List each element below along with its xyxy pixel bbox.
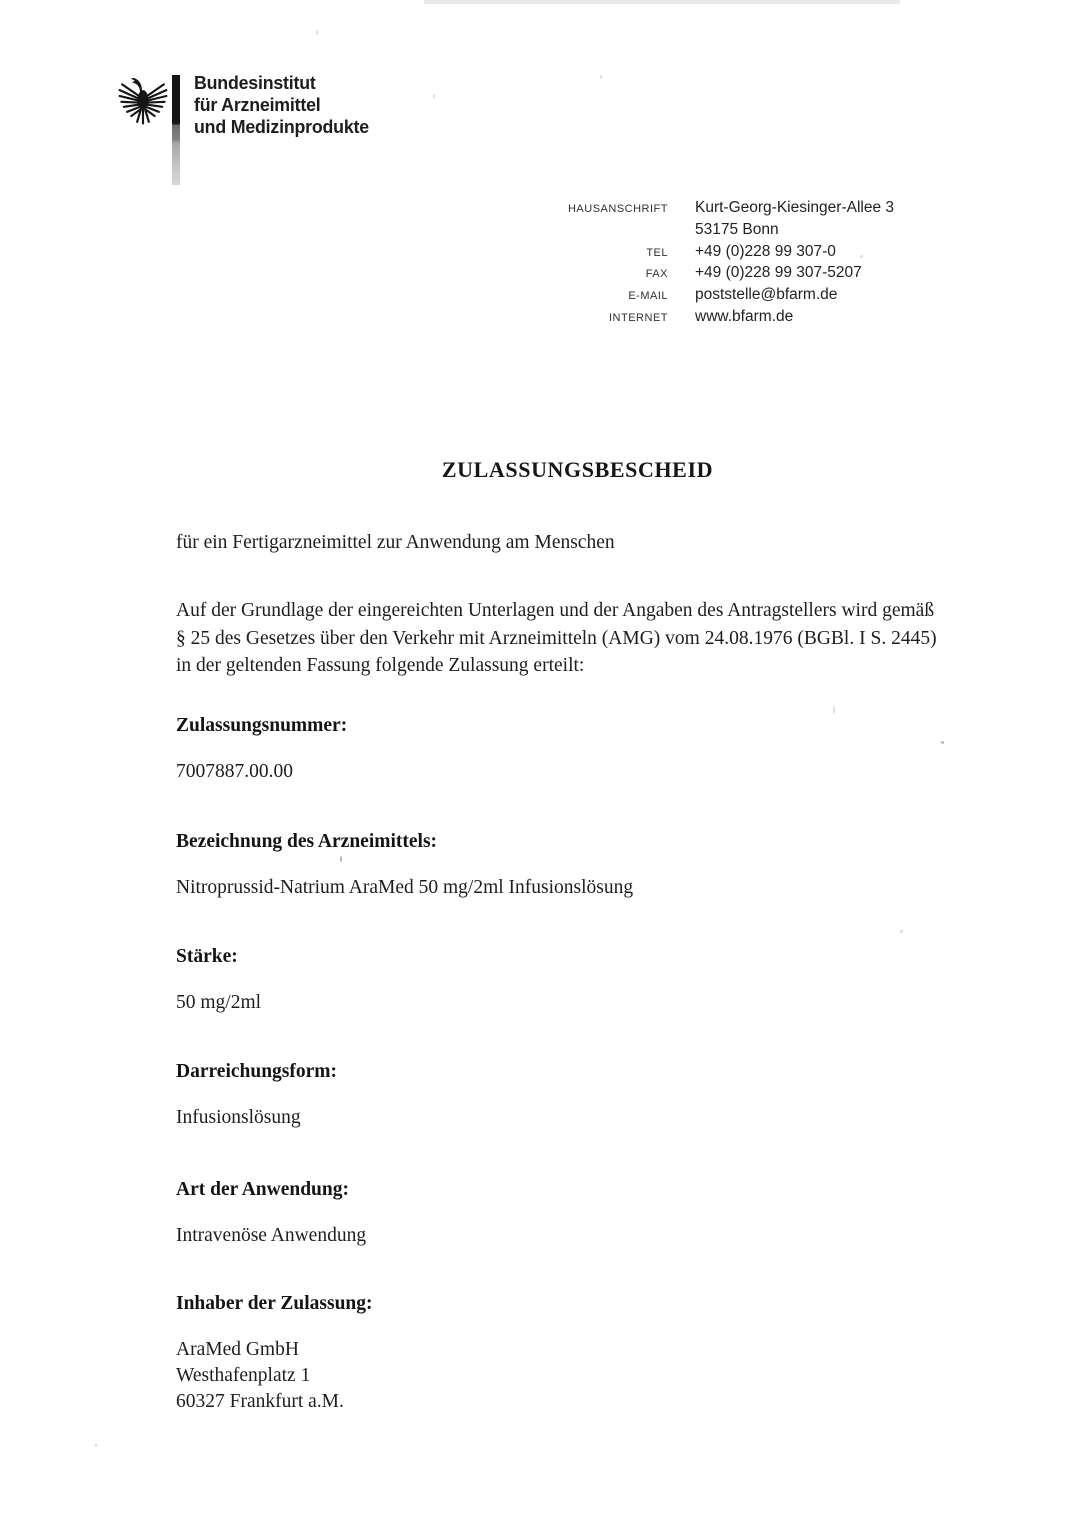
logo-divider-bar — [172, 75, 180, 185]
contact-label: TEL — [646, 246, 668, 259]
contact-row-city — [540, 221, 894, 243]
contact-label: HAUSANSCHRIFT — [567, 203, 668, 215]
contact-label: FAX — [645, 268, 668, 281]
contact-row-fax — [540, 264, 894, 286]
section-heading: Art der Anwendung: — [176, 1179, 349, 1200]
section-heading: Zulassungsnummer: — [176, 715, 348, 736]
contact-row-internet — [540, 308, 894, 330]
document-title: ZULASSUNGSBESCHEID — [441, 457, 714, 482]
intro-line: Auf der Grundlage der eingereichten Unterlagen und der Angaben des Antragstellers wird gemäß — [176, 600, 935, 621]
section-zulassungsnummer — [176, 714, 996, 785]
contact-label: INTERNET — [609, 311, 668, 324]
section-value: 7007887.00.00 — [176, 761, 293, 782]
section-staerke — [176, 945, 996, 1016]
section-value: Intravenöse Anwendung — [176, 1225, 367, 1246]
scan-artifact — [433, 94, 435, 99]
intro-paragraph — [176, 597, 986, 680]
contact-value: +49 (0)228 99 307-5207 — [695, 264, 862, 282]
section-heading: Darreichungsform: — [176, 1061, 338, 1082]
org-name — [194, 72, 369, 138]
contact-row-email — [540, 286, 894, 308]
section-value: 50 mg/2ml — [176, 992, 262, 1013]
contact-value: poststelle@bfarm.de — [695, 286, 838, 304]
contact-block — [540, 199, 894, 330]
org-name-line: und Medizinprodukte — [194, 116, 369, 137]
section-heading: Inhaber der Zulassung: — [176, 1293, 373, 1314]
scan-artifact — [316, 30, 318, 35]
document-subtitle: für ein Fertigarzneimittel zur Anwendung am Menschen — [176, 532, 615, 553]
intro-line: in der geltenden Fassung folgende Zulassung erteilt: — [176, 655, 585, 676]
contact-label: E-MAIL — [628, 290, 668, 303]
scan-artifact — [95, 1443, 97, 1447]
section-art-der-anwendung — [176, 1178, 996, 1249]
section-bezeichnung — [176, 830, 996, 901]
federal-eagle-icon — [118, 68, 168, 134]
contact-row-hausanschrift — [540, 199, 894, 221]
org-name-line: für Arzneimittel — [194, 94, 321, 115]
scan-artifact — [900, 930, 903, 933]
section-inhaber — [176, 1292, 996, 1415]
intro-line: § 25 des Gesetzes über den Verkehr mit Arzneimitteln (AMG) vom 24.08.1976 (BGBl. I S. 2445) — [176, 627, 937, 649]
scan-artifact — [600, 75, 602, 79]
section-value: Nitroprussid-Natrium AraMed 50 mg/2ml Infusionslösung — [176, 877, 634, 898]
contact-value: 53175 Bonn — [695, 220, 779, 238]
section-value: Westhafenplatz 1 — [176, 1365, 311, 1386]
section-value: Infusionslösung — [176, 1107, 301, 1128]
section-value: 60327 Frankfurt a.M. — [176, 1391, 344, 1412]
contact-value: +49 (0)228 99 307-0 — [695, 242, 836, 260]
scan-artifact — [424, 0, 900, 4]
contact-row-tel — [540, 243, 894, 265]
section-value: AraMed GmbH — [176, 1339, 299, 1360]
scan-artifact — [833, 706, 835, 714]
section-heading: Stärke: — [176, 946, 238, 967]
contact-value: www.bfarm.de — [695, 307, 794, 325]
contact-value: Kurt-Georg-Kiesinger-Allee 3 — [695, 199, 895, 216]
org-name-line: Bundesinstitut — [194, 72, 316, 93]
section-heading: Bezeichnung des Arzneimittels: — [176, 831, 438, 852]
section-darreichungsform — [176, 1060, 996, 1131]
